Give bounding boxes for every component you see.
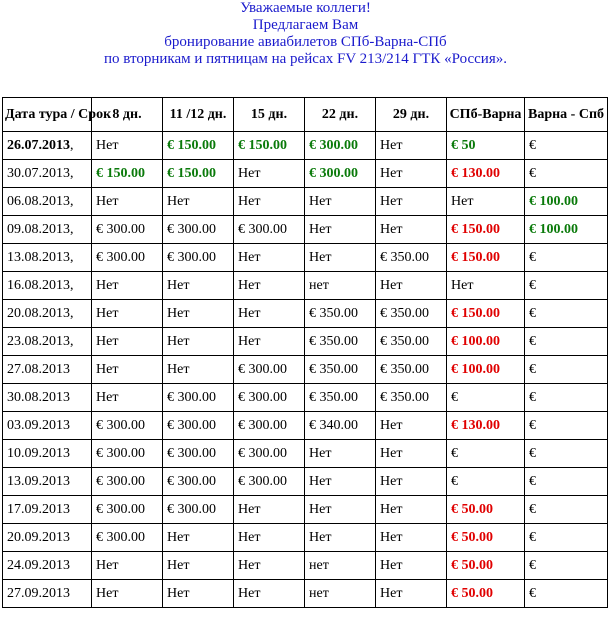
booking-line: бронирование авиабилетов СПб-Варна-СПб — [164, 34, 447, 50]
price-cell-spb-varna: € 50.00 — [447, 496, 525, 524]
price-cell-15-days: € 300.00 — [234, 384, 305, 412]
price-cell-spb-varna: € 150.00 — [447, 300, 525, 328]
table-row — [3, 160, 608, 188]
date-value: 27.08.2013 — [7, 361, 70, 377]
price-cell-29-days: € 350.00 — [376, 356, 447, 384]
date-suffix: , — [70, 249, 74, 265]
price-cell-spb-varna: € 50.00 — [447, 580, 525, 608]
price-cell-29-days: Нет — [376, 188, 447, 216]
table-header-row — [3, 98, 608, 132]
date-value: 09.08.2013 — [7, 221, 70, 237]
date-cell — [3, 440, 92, 468]
table-row — [3, 272, 608, 300]
date-cell — [3, 300, 92, 328]
table-row — [3, 356, 608, 384]
date-cell — [3, 356, 92, 384]
date-cell — [3, 580, 92, 608]
price-cell-varna-spb: € — [525, 524, 608, 552]
header-15-days: 15 дн. — [234, 98, 305, 132]
price-cell-11-12-days: Нет — [163, 188, 234, 216]
price-cell-11-12-days: € 300.00 — [163, 216, 234, 244]
price-cell-varna-spb: € — [525, 552, 608, 580]
price-cell-8-days: € 300.00 — [92, 440, 163, 468]
date-cell — [3, 384, 92, 412]
price-cell-29-days: Нет — [376, 580, 447, 608]
header-11-12-days: 11 /12 дн. — [163, 98, 234, 132]
header-29-days: 29 дн. — [376, 98, 447, 132]
header-spb-varna: СПб-Варна — [447, 98, 525, 132]
price-cell-22-days: € 350.00 — [305, 300, 376, 328]
table-row — [3, 132, 608, 160]
date-value: 10.09.2013 — [7, 445, 70, 461]
tours-table — [2, 97, 608, 608]
price-cell-22-days: Нет — [305, 188, 376, 216]
price-cell-8-days: Нет — [92, 300, 163, 328]
date-value: 16.08.2013 — [7, 277, 70, 293]
date-suffix: , — [70, 193, 74, 209]
flights-line: по вторникам и пятницам на рейсах FV 213/214 ГТК «Россия». — [104, 51, 507, 67]
date-suffix: , — [70, 137, 74, 153]
table-row — [3, 412, 608, 440]
price-cell-8-days: Нет — [92, 552, 163, 580]
price-cell-varna-spb: € 100.00 — [525, 188, 608, 216]
price-cell-spb-varna: € 50.00 — [447, 552, 525, 580]
price-cell-11-12-days: Нет — [163, 300, 234, 328]
table-row — [3, 216, 608, 244]
price-cell-15-days: Нет — [234, 328, 305, 356]
date-suffix: , — [70, 277, 74, 293]
price-cell-22-days: Нет — [305, 216, 376, 244]
price-cell-11-12-days: Нет — [163, 272, 234, 300]
price-cell-22-days: € 300.00 — [305, 132, 376, 160]
date-cell — [3, 244, 92, 272]
date-cell — [3, 552, 92, 580]
intro-text — [0, 0, 611, 68]
price-cell-8-days: Нет — [92, 356, 163, 384]
table-row — [3, 552, 608, 580]
price-cell-spb-varna: € 50.00 — [447, 524, 525, 552]
price-cell-29-days: Нет — [376, 496, 447, 524]
price-cell-11-12-days: Нет — [163, 552, 234, 580]
price-cell-11-12-days: Нет — [163, 356, 234, 384]
price-cell-29-days: Нет — [376, 132, 447, 160]
price-cell-11-12-days: € 150.00 — [163, 132, 234, 160]
price-cell-8-days: € 300.00 — [92, 496, 163, 524]
price-cell-varna-spb: € — [525, 328, 608, 356]
price-cell-11-12-days: Нет — [163, 524, 234, 552]
price-cell-spb-varna: € — [447, 468, 525, 496]
greeting-line: Уважаемые коллеги! — [240, 0, 371, 16]
price-cell-15-days: € 300.00 — [234, 356, 305, 384]
price-cell-8-days: Нет — [92, 272, 163, 300]
date-value: 30.08.2013 — [7, 389, 70, 405]
price-cell-11-12-days: € 300.00 — [163, 496, 234, 524]
price-cell-22-days: Нет — [305, 468, 376, 496]
price-cell-11-12-days: Нет — [163, 580, 234, 608]
header-date: Дата тура / Срок — [3, 98, 92, 132]
price-cell-8-days: € 150.00 — [92, 160, 163, 188]
date-value: 27.09.2013 — [7, 585, 70, 601]
price-cell-8-days: Нет — [92, 580, 163, 608]
date-cell — [3, 524, 92, 552]
price-cell-spb-varna: € 150.00 — [447, 244, 525, 272]
date-value: 17.09.2013 — [7, 501, 70, 517]
price-cell-29-days: Нет — [376, 160, 447, 188]
header-22-days: 22 дн. — [305, 98, 376, 132]
price-cell-29-days: Нет — [376, 440, 447, 468]
table-row — [3, 496, 608, 524]
price-cell-varna-spb: € — [525, 496, 608, 524]
date-value: 03.09.2013 — [7, 417, 70, 433]
price-cell-8-days: Нет — [92, 188, 163, 216]
date-value: 24.09.2013 — [7, 557, 70, 573]
price-cell-spb-varna: € — [447, 384, 525, 412]
price-cell-29-days: Нет — [376, 524, 447, 552]
price-cell-29-days: Нет — [376, 412, 447, 440]
price-cell-varna-spb: € — [525, 132, 608, 160]
table-row — [3, 524, 608, 552]
price-cell-15-days: € 150.00 — [234, 132, 305, 160]
price-cell-8-days: Нет — [92, 132, 163, 160]
table-row — [3, 580, 608, 608]
table-row — [3, 300, 608, 328]
price-cell-varna-spb: € — [525, 412, 608, 440]
offer-line: Предлагаем Вам — [252, 17, 359, 33]
price-cell-varna-spb: € — [525, 468, 608, 496]
date-value: 23.08.2013 — [7, 333, 70, 349]
price-cell-29-days: Нет — [376, 468, 447, 496]
date-cell — [3, 496, 92, 524]
table-row — [3, 440, 608, 468]
price-cell-22-days: Нет — [305, 524, 376, 552]
date-value: 26.07.2013 — [7, 137, 70, 153]
price-cell-15-days: € 300.00 — [234, 440, 305, 468]
price-cell-22-days: Нет — [305, 440, 376, 468]
price-cell-spb-varna: € 150.00 — [447, 216, 525, 244]
price-cell-varna-spb: € — [525, 244, 608, 272]
price-cell-spb-varna: € 50 — [447, 132, 525, 160]
date-value: 06.08.2013 — [7, 193, 70, 209]
header-varna-spb: Варна - Спб — [525, 98, 608, 132]
price-cell-15-days: Нет — [234, 496, 305, 524]
price-cell-11-12-days: € 300.00 — [163, 384, 234, 412]
date-suffix: , — [70, 333, 74, 349]
price-cell-8-days: € 300.00 — [92, 216, 163, 244]
price-cell-varna-spb: € — [525, 440, 608, 468]
table-row — [3, 244, 608, 272]
price-cell-22-days: нет — [305, 552, 376, 580]
price-cell-22-days: € 340.00 — [305, 412, 376, 440]
price-cell-8-days: € 300.00 — [92, 524, 163, 552]
price-cell-29-days: Нет — [376, 216, 447, 244]
price-cell-spb-varna: Нет — [447, 272, 525, 300]
price-cell-22-days: € 350.00 — [305, 328, 376, 356]
price-cell-15-days: € 300.00 — [234, 468, 305, 496]
price-cell-22-days: € 350.00 — [305, 384, 376, 412]
price-cell-15-days: € 300.00 — [234, 216, 305, 244]
price-cell-15-days: Нет — [234, 244, 305, 272]
price-cell-8-days: € 300.00 — [92, 244, 163, 272]
date-value: 20.08.2013 — [7, 305, 70, 321]
date-cell — [3, 216, 92, 244]
date-cell — [3, 132, 92, 160]
table-row — [3, 328, 608, 356]
price-cell-11-12-days: € 300.00 — [163, 244, 234, 272]
price-cell-spb-varna: € — [447, 440, 525, 468]
price-cell-15-days: Нет — [234, 272, 305, 300]
price-cell-spb-varna: € 100.00 — [447, 328, 525, 356]
price-cell-11-12-days: € 300.00 — [163, 468, 234, 496]
price-cell-15-days: Нет — [234, 524, 305, 552]
price-cell-29-days: € 350.00 — [376, 244, 447, 272]
date-cell — [3, 328, 92, 356]
price-cell-11-12-days: € 150.00 — [163, 160, 234, 188]
price-cell-15-days: Нет — [234, 188, 305, 216]
price-cell-22-days: € 350.00 — [305, 356, 376, 384]
table-body — [3, 132, 608, 608]
price-cell-15-days: € 300.00 — [234, 412, 305, 440]
price-cell-22-days: нет — [305, 272, 376, 300]
price-cell-11-12-days: € 300.00 — [163, 412, 234, 440]
price-cell-varna-spb: € — [525, 356, 608, 384]
price-cell-15-days: Нет — [234, 580, 305, 608]
price-cell-15-days: Нет — [234, 300, 305, 328]
price-cell-8-days: Нет — [92, 328, 163, 356]
date-cell — [3, 272, 92, 300]
price-cell-22-days: Нет — [305, 244, 376, 272]
date-cell — [3, 468, 92, 496]
price-cell-11-12-days: Нет — [163, 328, 234, 356]
header-8-days: 8 дн. — [92, 98, 163, 132]
date-value: 13.09.2013 — [7, 473, 70, 489]
price-cell-22-days: Нет — [305, 496, 376, 524]
table-row — [3, 188, 608, 216]
price-cell-8-days: € 300.00 — [92, 468, 163, 496]
price-cell-8-days: Нет — [92, 384, 163, 412]
price-cell-varna-spb: € — [525, 272, 608, 300]
price-cell-spb-varna: Нет — [447, 188, 525, 216]
date-value: 30.07.2013 — [7, 165, 70, 181]
price-cell-15-days: Нет — [234, 552, 305, 580]
price-cell-varna-spb: € — [525, 384, 608, 412]
date-cell — [3, 188, 92, 216]
date-cell — [3, 160, 92, 188]
date-suffix: , — [70, 165, 74, 181]
price-cell-29-days: Нет — [376, 272, 447, 300]
table-row — [3, 384, 608, 412]
price-cell-15-days: Нет — [234, 160, 305, 188]
price-cell-29-days: € 350.00 — [376, 328, 447, 356]
price-cell-8-days: € 300.00 — [92, 412, 163, 440]
price-cell-22-days: нет — [305, 580, 376, 608]
price-cell-29-days: Нет — [376, 552, 447, 580]
price-cell-varna-spb: € — [525, 580, 608, 608]
date-suffix: , — [70, 305, 74, 321]
price-cell-spb-varna: € 130.00 — [447, 160, 525, 188]
date-value: 20.09.2013 — [7, 529, 70, 545]
price-cell-spb-varna: € 100.00 — [447, 356, 525, 384]
date-suffix: , — [70, 221, 74, 237]
price-cell-varna-spb: € — [525, 160, 608, 188]
price-cell-22-days: € 300.00 — [305, 160, 376, 188]
price-cell-spb-varna: € 130.00 — [447, 412, 525, 440]
date-cell — [3, 412, 92, 440]
price-cell-11-12-days: € 300.00 — [163, 440, 234, 468]
price-cell-varna-spb: € — [525, 300, 608, 328]
table-row — [3, 468, 608, 496]
date-value: 13.08.2013 — [7, 249, 70, 265]
price-cell-29-days: € 350.00 — [376, 300, 447, 328]
price-cell-varna-spb: € 100.00 — [525, 216, 608, 244]
price-cell-29-days: € 350.00 — [376, 384, 447, 412]
